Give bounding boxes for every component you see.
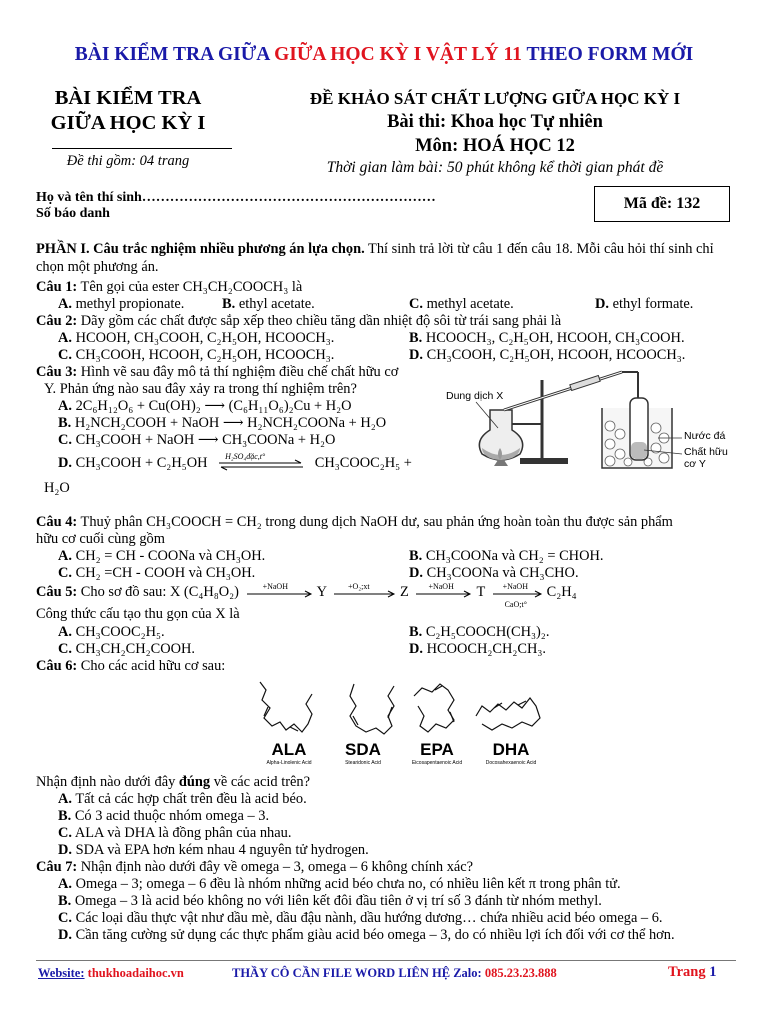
question-5: Câu 5: Cho sơ đồ sau: X (C₄H₈O₂) +NaOH Y +O₂;xt Z +NaOH T +NaOH CaO;t° C₂H₄ — [36, 581, 577, 609]
q2-option-a[interactable]: A. HCOOH, CH₃COOH, C₂H₅OH, HCOOCH₃. — [58, 330, 335, 346]
exam-title: ĐỀ KHẢO SÁT CHẤT LƯỢNG GIỮA HỌC KỲ I — [309, 89, 681, 108]
candidate-name-label: Họ và tên thí sinh……………………………………………………… — [36, 190, 436, 205]
q1-option-b[interactable]: B. ethyl acetate. — [222, 296, 315, 312]
right-header — [260, 88, 730, 178]
exam-type: Bài thi: Khoa học Tự nhiên — [387, 112, 603, 132]
fig-label-solution-x: Dung dịch X — [446, 390, 504, 402]
fig-label-ice-water: Nước đá — [684, 430, 726, 442]
question-1: Câu 1: Tên gọi của ester CH₃CH₂COOCH₃ là — [36, 279, 303, 295]
exam-code-box: Mã đề: 132 — [594, 186, 730, 222]
q7-option-a[interactable]: A. Omega – 3; omega – 6 đều là nhóm những acid béo chưa no, có nhiều liên kết π trong phân tử. — [58, 876, 621, 892]
q1-option-d[interactable]: D. ethyl formate. — [595, 296, 694, 312]
q7-option-d[interactable]: D. Cần tăng cường sử dụng các thực phẩm giàu acid béo omega – 3, do có nhiều lợi ích đối với cơ thể hơn. — [58, 927, 675, 943]
q3-option-b[interactable]: B. H₂NCH₂COOH + NaOH ⟶ H₂NCH₂COONa + H₂O — [58, 415, 387, 431]
question-7: Câu 7: Nhận định nào dưới đây về omega – 3, omega – 6 không chính xác? — [36, 859, 474, 875]
q2-option-c[interactable]: C. CH₃COOH, HCOOH, C₂H₅OH, HCOOCH₃. — [58, 347, 335, 363]
q4-option-c[interactable]: C. CH₂ =CH - COOH và CH₃OH. — [58, 565, 256, 581]
acid-sda: SDA Stearidonic Acid — [345, 740, 381, 766]
q2-option-d[interactable]: D. CH₃COOH, C₂H₅OH, HCOOH, HCOOCH₃. — [409, 347, 686, 363]
candidate-info — [36, 190, 436, 222]
question-6-ask: Nhận định nào dưới đây đúng về các acid trên? — [36, 774, 310, 790]
question-4: Câu 4: Thuỷ phân CH₃COOCH = CH₂ trong dung dịch NaOH dư, sau phản ứng hoàn toàn thu được sản phẩm — [36, 514, 673, 530]
q3-option-d-tail: H₂O — [44, 480, 70, 496]
top-banner: BÀI KIỂM TRA GIỮA GIỮA HỌC KỲ I VẬT LÝ 11 THEO FORM MỚI — [74, 44, 694, 65]
q2-option-b[interactable]: B. HCOOCH₃, C₂H₅OH, HCOOH, CH₃COOH. — [409, 330, 685, 346]
candidate-id-label: Số báo danh — [36, 206, 110, 221]
question-4-line2: hữu cơ cuối cùng gồm — [36, 531, 165, 547]
exam-subject: Môn: HOÁ HỌC 12 — [415, 136, 575, 156]
page-count: Đề thi gồm: 04 trang — [66, 153, 190, 169]
fatty-acid-figure — [250, 676, 550, 771]
q7-option-b[interactable]: B. Omega – 3 là acid béo không no với liên kết đôi đầu tiên ở vị trí số 3 đánh từ nhóm methyl. — [58, 893, 602, 909]
left-header-title: BÀI KIỂM TRA GIỮA HỌC KỲ I — [50, 87, 206, 134]
q5-option-a[interactable]: A. CH₃COOC₂H₅. — [58, 624, 165, 640]
q4-option-b[interactable]: B. CH₃COONa và CH₂ = CHOH. — [409, 548, 604, 564]
q1-option-c[interactable]: C. methyl acetate. — [409, 296, 514, 312]
footer-contact: THẦY CÔ CẦN FILE WORD LIÊN HỆ Zalo: 085.23.23.888 — [232, 966, 557, 980]
question-3-line2: Y. Phản ứng nào sau đây xảy ra trong thí nghiệm trên? — [44, 381, 357, 397]
footer-page-number: Trang 1 — [668, 964, 717, 980]
scheme-arrow-4: +NaOH CaO;t° — [493, 586, 543, 600]
apparatus-figure — [442, 362, 742, 474]
q1-option-a[interactable]: A. methyl propionate. — [58, 296, 185, 312]
scheme-arrow-1: +NaOH — [247, 586, 313, 600]
scheme-arrow-2: +O₂;xt — [334, 586, 396, 600]
exam-time: Thời gian làm bài: 50 phút không kể thời gian phát đề — [326, 159, 664, 176]
footer-divider — [36, 960, 736, 961]
q3-option-c[interactable]: C. CH₃COOH + NaOH ⟶ CH₃COONa + H₂O — [58, 432, 336, 448]
scheme-arrow-3: +NaOH — [416, 586, 472, 600]
left-header-divider — [52, 148, 232, 149]
q7-option-c[interactable]: C. Các loại dầu thực vật như dầu mè, dầu đậu nành, dầu hướng dương… chứa nhiều acid béo omega – 6. — [58, 910, 663, 926]
question-5-line2: Công thức cấu tạo thu gọn của X là — [36, 606, 240, 622]
question-6: Câu 6: Cho các acid hữu cơ sau: — [36, 658, 226, 674]
q3-option-a[interactable]: A. 2C₆H₁₂O₆ + Cu(OH)₂ ⟶ (C₆H₁₁O₆)₂Cu + H₂O — [58, 398, 352, 414]
q5-option-d[interactable]: D. HCOOCH₂CH₂CH₃. — [409, 641, 547, 657]
acid-dha: DHA Docosahexaenoic Acid — [485, 740, 537, 766]
part1-instructions: PHẦN I. Câu trắc nghiệm nhiều phương án lựa chọn. Thí sinh trả lời từ câu 1 đến câu 18. Mỗi câu hỏi thí sinh chỉ chọn một phương án. — [36, 241, 714, 275]
question-3: Câu 3: Hình vẽ sau đây mô tả thí nghiệm điều chế chất hữu cơ — [36, 364, 399, 380]
acid-epa: EPA Eicosapentaenoic Acid — [411, 740, 463, 766]
footer-website[interactable]: Website: thukhoadaihoc.vn — [38, 966, 184, 980]
acid-labels — [252, 740, 548, 766]
q6-option-b[interactable]: B. Có 3 acid thuộc nhóm omega – 3. — [58, 808, 270, 824]
q6-option-d[interactable]: D. SDA và EPA hơn kém nhau 4 nguyên tử hydrogen. — [58, 842, 369, 858]
q6-option-a[interactable]: A. Tất cả các hợp chất trên đều là acid béo. — [58, 791, 307, 807]
reaction-arrow: H₂SO₄đặc,t° — [217, 457, 305, 471]
question-2: Câu 2: Dãy gồm các chất được sắp xếp theo chiều tăng dần nhiệt độ sôi từ trái sang phải là — [36, 313, 562, 329]
q4-option-d[interactable]: D. CH₃COONa và CH₃CHO. — [409, 565, 579, 581]
q5-option-c[interactable]: C. CH₃CH₂CH₂COOH. — [58, 641, 196, 657]
acid-ala: ALA Alpha-Linolenic Acid — [266, 740, 312, 766]
fig-label-organic-y: Chất hữu cơ Y — [684, 446, 728, 470]
q4-option-a[interactable]: A. CH₂ = CH - COONa và CH₃OH. — [58, 548, 266, 564]
q6-option-c[interactable]: C. ALA và DHA là đồng phân của nhau. — [58, 825, 292, 841]
q3-option-d[interactable]: D. CH₃COOH + C₂H₅OH H₂SO₄đặc,t° CH₃COOC₂H₅ + — [58, 451, 412, 471]
q5-option-b[interactable]: B. C₂H₅COOCH(CH₃)₂. — [409, 624, 550, 640]
